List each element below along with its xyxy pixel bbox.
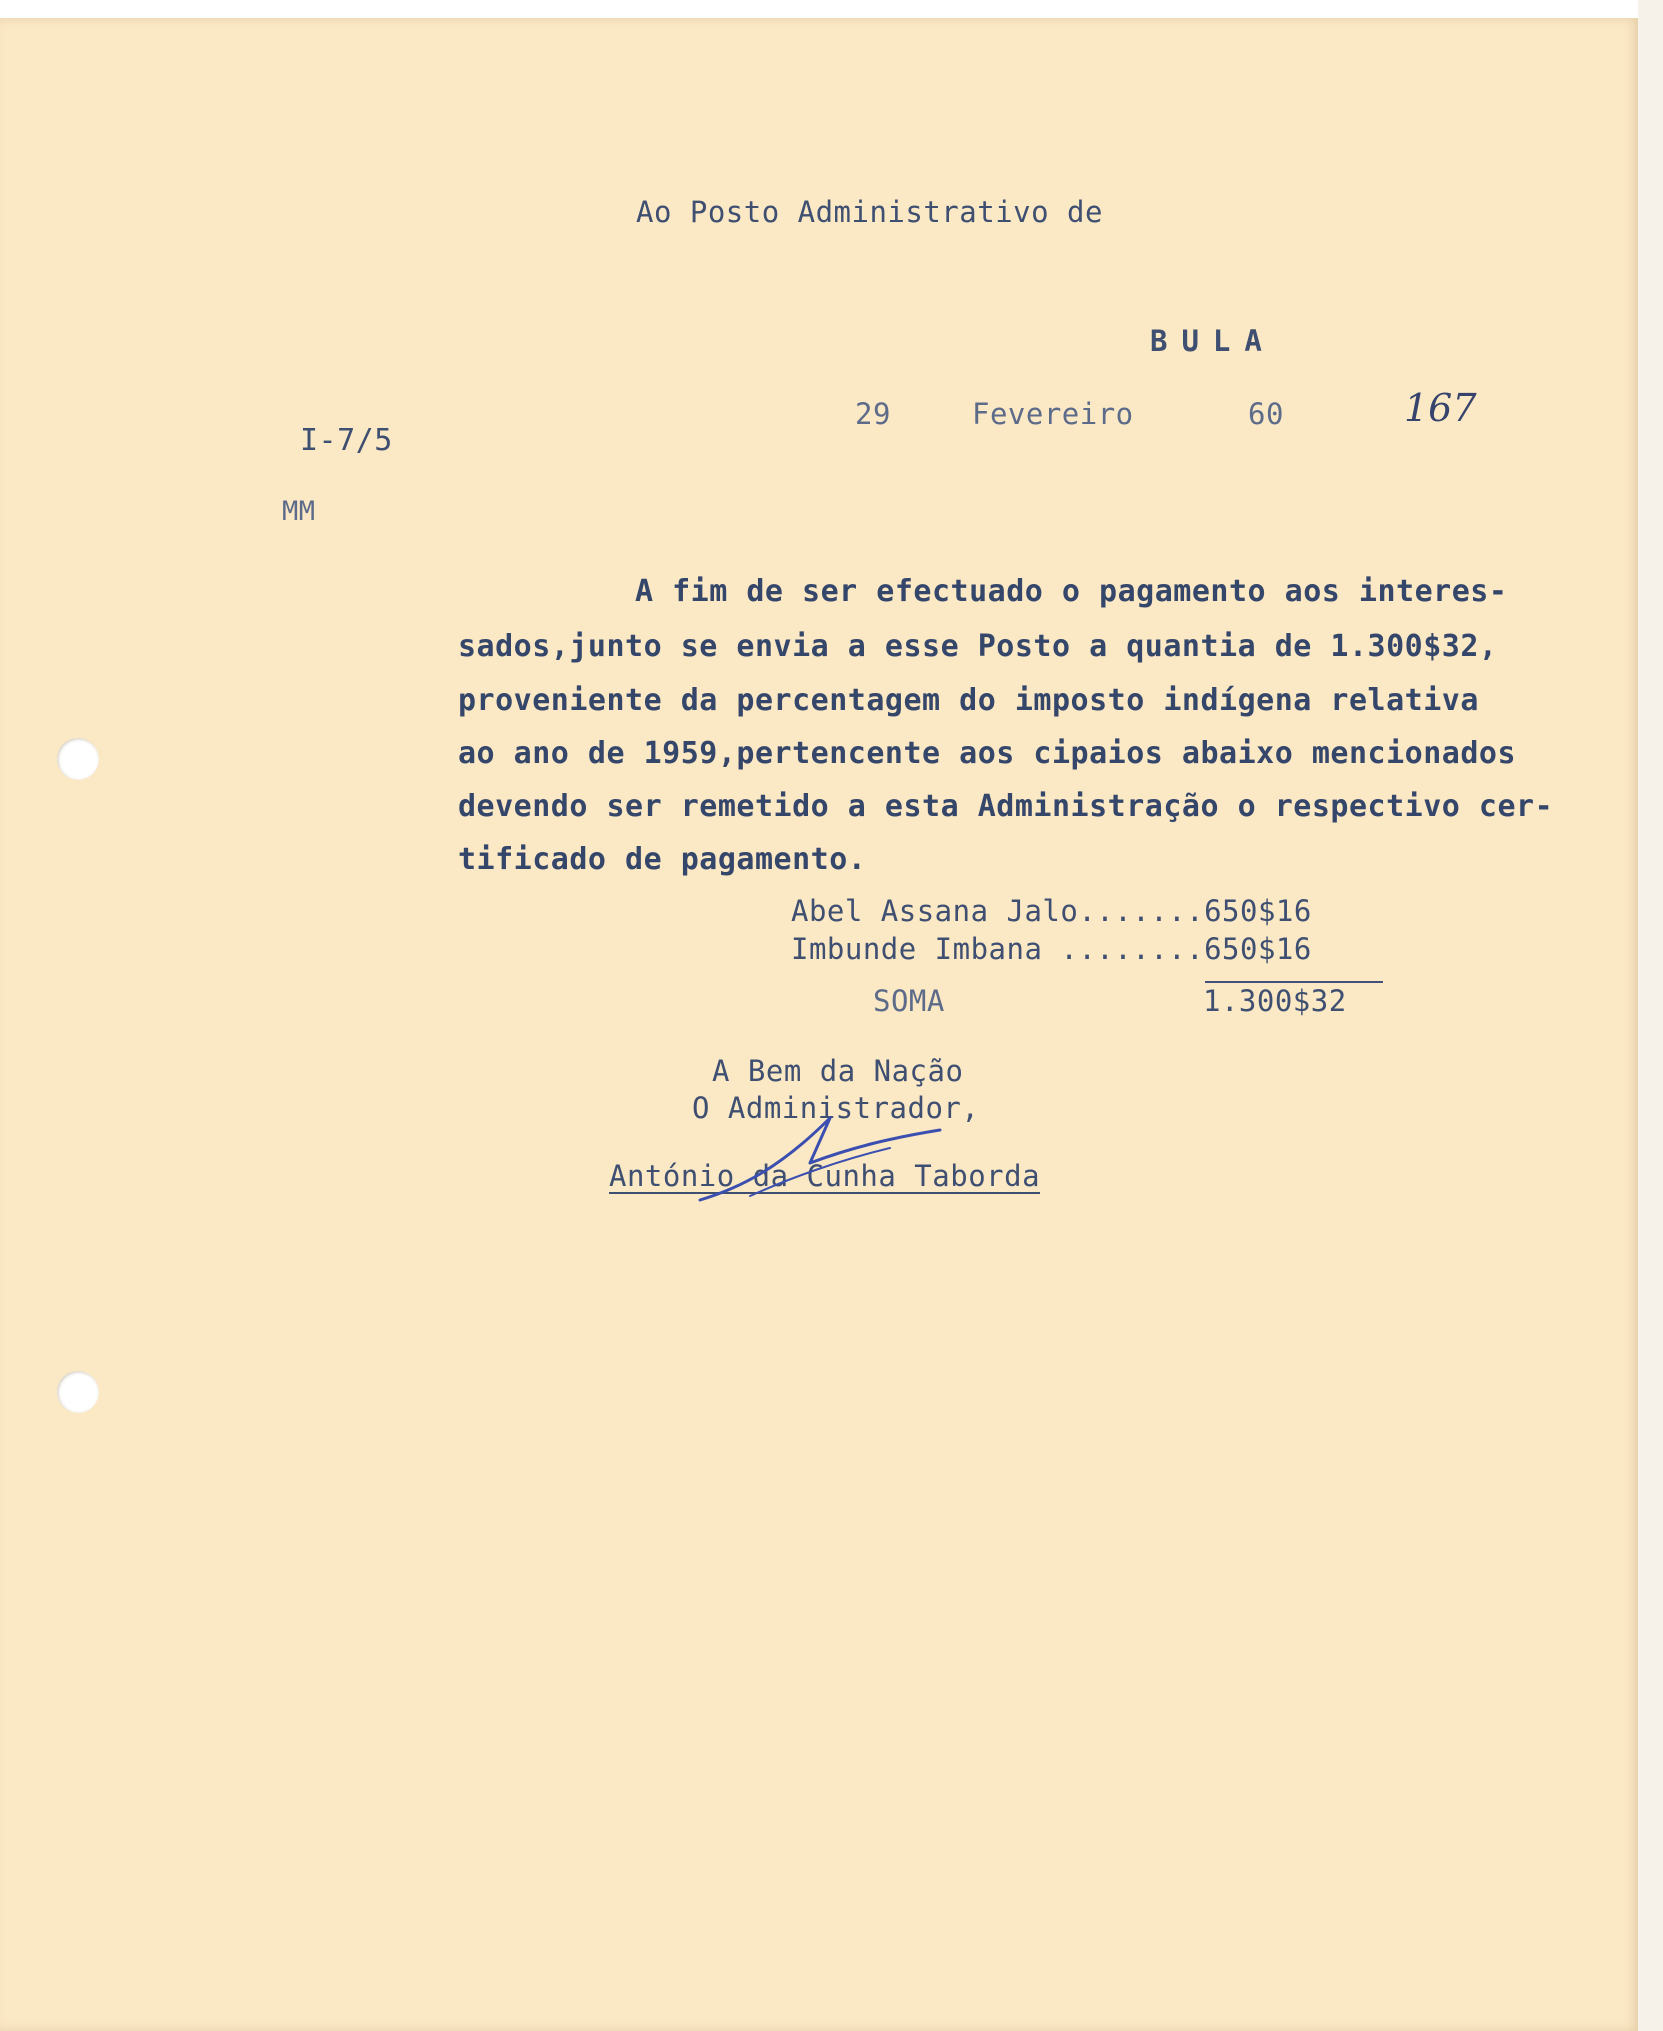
punch-hole <box>57 1371 99 1413</box>
document-page <box>0 18 1640 2031</box>
addressee-line: Ao Posto Administrativo de <box>636 195 1103 229</box>
handwritten-number: 167 <box>1404 386 1477 430</box>
body-line: sados,junto se envia a esse Posto a quantia de 1.300$32, <box>458 629 1498 664</box>
closing-salutation: A Bem da Nação <box>712 1054 964 1088</box>
signer-title: O Administrador, <box>692 1091 980 1125</box>
body-line: A fim de ser efectuado o pagamento aos interes- <box>635 574 1508 609</box>
body-line: tificado de pagamento. <box>458 842 867 877</box>
body-line: proveniente da percentagem do imposto indígena relativa <box>458 683 1479 718</box>
date-day: 29 <box>855 397 891 431</box>
punch-hole <box>57 738 99 780</box>
total-rule <box>1205 981 1383 983</box>
payment-row: Imbunde Imbana ........650$16 <box>791 932 1312 966</box>
place-name: BULA <box>1150 324 1276 358</box>
date-year: 60 <box>1248 397 1284 431</box>
total-value: 1.300$32 <box>1203 984 1347 1018</box>
page-edge <box>1638 0 1663 2031</box>
date-month: Fevereiro <box>972 397 1134 431</box>
signer-name: António da Cunha Taborda <box>609 1159 1041 1193</box>
typist-initials: MM <box>282 496 316 527</box>
body-line: ao ano de 1959,pertencente aos cipaios abaixo mencionados <box>458 736 1517 771</box>
payment-row: Abel Assana Jalo.......650$16 <box>791 894 1312 928</box>
body-line: devendo ser remetido a esta Administração o respectivo cer- <box>458 789 1554 824</box>
reference-code: I-7/5 <box>300 423 393 458</box>
total-label: SOMA <box>873 984 945 1018</box>
handwritten-signature <box>690 1108 960 1208</box>
